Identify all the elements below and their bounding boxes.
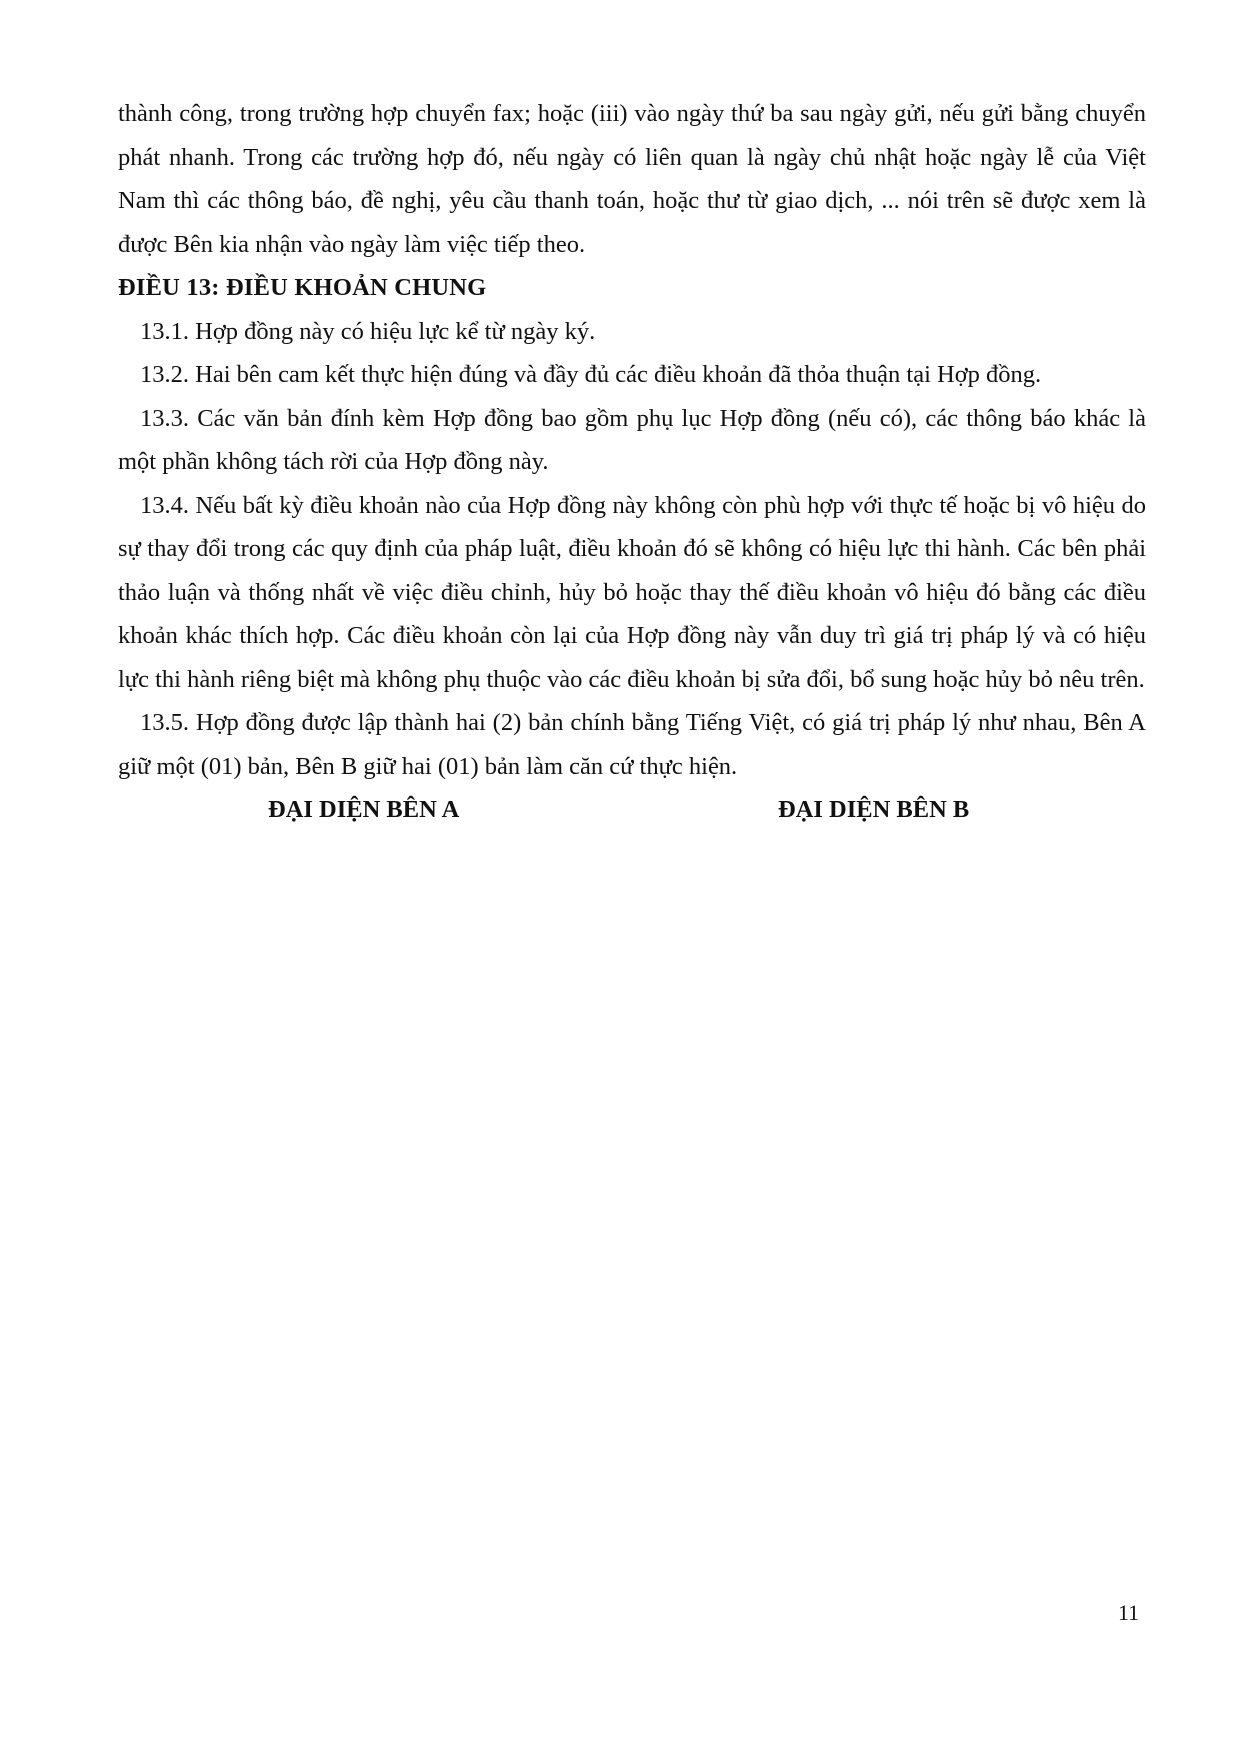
signature-block bbox=[118, 788, 1146, 832]
signature-label-party-b: ĐẠI DIỆN BÊN B bbox=[778, 796, 970, 823]
clause-13-3: 13.3. Các văn bản đính kèm Hợp đồng bao gồm phụ lục Hợp đồng (nếu có), các thông báo khác là một phần không tách rời của Hợp đồng này. bbox=[118, 404, 1146, 475]
signature-label-party-a: ĐẠI DIỆN BÊN A bbox=[268, 796, 460, 823]
article-heading: ĐIỀU 13: ĐIỀU KHOẢN CHUNG bbox=[118, 274, 487, 301]
clause-13-5: 13.5. Hợp đồng được lập thành hai (2) bản chính bằng Tiếng Việt, có giá trị pháp lý như nhau, Bên A giữ một (01) bản, Bên B giữ hai (01) bản làm căn cứ thực hiện. bbox=[118, 709, 1146, 780]
page-number: 11 bbox=[1118, 1600, 1140, 1625]
intro-paragraph: thành công, trong trường hợp chuyển fax; hoặc (iii) vào ngày thứ ba sau ngày gửi, nếu gửi bằng chuyển phát nhanh. Trong các trường hợp đó, nếu ngày có liên quan là ngày chủ nhật hoặc ngày lễ của Việt Nam thì các thông báo, đề nghị, yêu cầu thanh toán, hoặc thư từ giao dịch, ... nói trên sẽ được xem là được Bên kia nhận vào ngày làm việc tiếp theo. bbox=[118, 100, 1146, 258]
clause-13-4: 13.4. Nếu bất kỳ điều khoản nào của Hợp đồng này không còn phù hợp với thực tế hoặc bị vô hiệu do sự thay đổi trong các quy định của pháp luật, điều khoản đó sẽ không có hiệu lực thi hành. Các bên phải thảo luận và thống nhất về việc điều chỉnh, hủy bỏ hoặc thay thế điều khoản vô hiệu đó bằng các điều khoản khác thích hợp. Các điều khoản còn lại của Hợp đồng này vẫn duy trì giá trị pháp lý và có hiệu lực thi hành riêng biệt mà không phụ thuộc vào các điều khoản bị sửa đổi, bổ sung hoặc hủy bỏ nêu trên. bbox=[118, 491, 1146, 693]
document-body bbox=[118, 92, 1146, 832]
clause-13-2: 13.2. Hai bên cam kết thực hiện đúng và đầy đủ các điều khoản đã thỏa thuận tại Hợp đồng. bbox=[140, 361, 1042, 388]
clause-13-1: 13.1. Hợp đồng này có hiệu lực kể từ ngày ký. bbox=[140, 317, 596, 345]
